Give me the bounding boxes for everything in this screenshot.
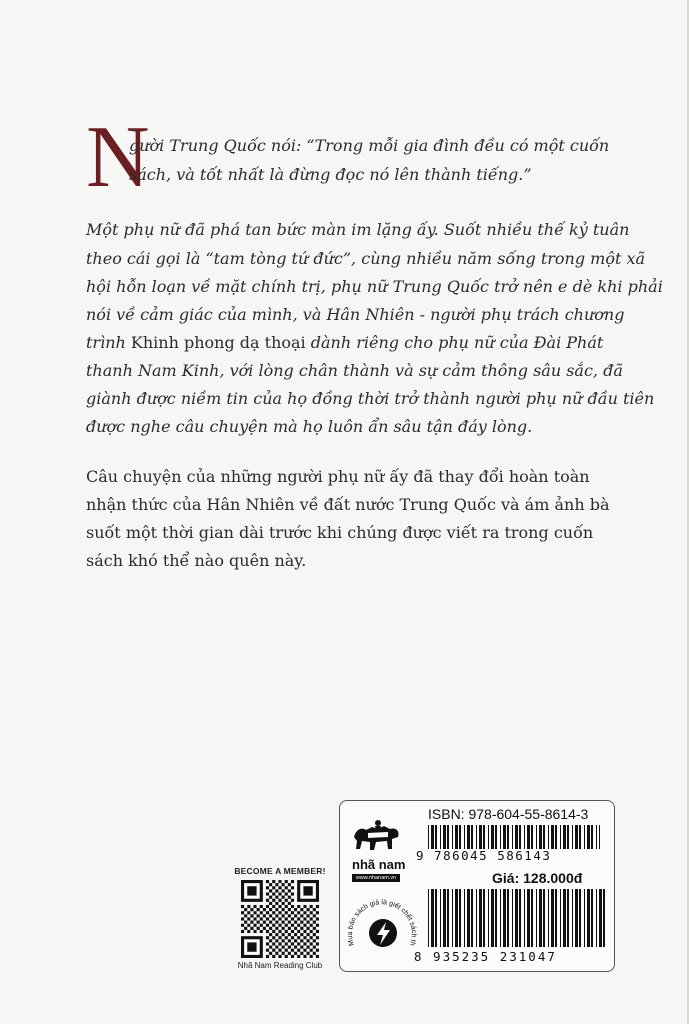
p2-line-5 bbox=[86, 333, 603, 352]
p2-line-8: được nghe câu chuyện mà họ luôn ẩn sâu tận đáy lòng. bbox=[86, 417, 533, 436]
lightning-icon bbox=[369, 919, 397, 947]
program-title: Khinh phong dạ thoại bbox=[130, 333, 306, 352]
product-barcode bbox=[428, 889, 608, 947]
publisher-website: www.nhanam.vn bbox=[352, 874, 400, 882]
p2-line-6: thanh Nam Kinh, với lòng chân thành và sự cảm thông sâu sắc, đã bbox=[86, 361, 623, 380]
publisher-name: nhã nam bbox=[352, 857, 406, 872]
p2-line-5-a: trình bbox=[86, 333, 131, 352]
isbn-label: ISBN: 978-604-55-8614-3 bbox=[428, 806, 589, 822]
p1-line-1: gười Trung Quốc nói: “Trong mỗi gia đình đều có một cuốn bbox=[129, 136, 610, 155]
p2-line-3: hội hỗn loạn về mặt chính trị, phụ nữ Trung Quốc trở nên e dè khi phải bbox=[86, 277, 663, 296]
member-block bbox=[232, 866, 328, 970]
barcode-sticker bbox=[339, 800, 615, 972]
p2-line-5-c: dành riêng cho phụ nữ của Đài Phát bbox=[305, 333, 604, 352]
isbn-digits: 9 786045 586143 bbox=[416, 848, 552, 863]
p3-line-1: Câu chuyện của những người phụ nữ ấy đã thay đổi hoàn toàn bbox=[86, 467, 590, 486]
drop-cap: N bbox=[86, 109, 150, 206]
p3-line-3: suốt một thời gian dài trước khi chúng được viết ra trong cuốn bbox=[86, 523, 594, 542]
price-label: Giá: 128.000đ bbox=[492, 870, 583, 886]
p3-line-4: sách khó thể nào quên này. bbox=[86, 551, 307, 570]
isbn-barcode bbox=[428, 825, 600, 849]
product-barcode-digits: 8 935235 231047 bbox=[414, 949, 557, 964]
nha-nam-logo-icon bbox=[348, 817, 404, 861]
p2-line-2: theo cái gọi là “tam tòng tứ đức”, cùng nhiều năm sống trong một xã bbox=[86, 249, 646, 268]
p2-line-7: giành được niềm tin của họ đồng thời trở thành người phụ nữ đầu tiên bbox=[86, 389, 655, 408]
p3-line-2: nhận thức của Hân Nhiên về đất nước Trung Quốc và ám ảnh bà bbox=[86, 495, 610, 514]
member-title: BECOME A MEMBER! bbox=[234, 866, 326, 876]
p2-line-4: nói về cảm giác của mình, và Hân Nhiên - người phụ trách chương bbox=[86, 305, 625, 324]
p1-line-2: sách, và tốt nhất là đừng đọc nó lên thành tiếng.” bbox=[129, 165, 532, 184]
slogan-text: Mua bán sách giả là giết chết sách th bbox=[346, 899, 418, 947]
member-caption: Nhã Nam Reading Club bbox=[237, 961, 323, 970]
qr-code-icon[interactable] bbox=[241, 880, 319, 958]
p2-line-1: Một phụ nữ đã phá tan bức màn im lặng ấy. Suốt nhiều thế kỷ tuân bbox=[86, 220, 630, 239]
